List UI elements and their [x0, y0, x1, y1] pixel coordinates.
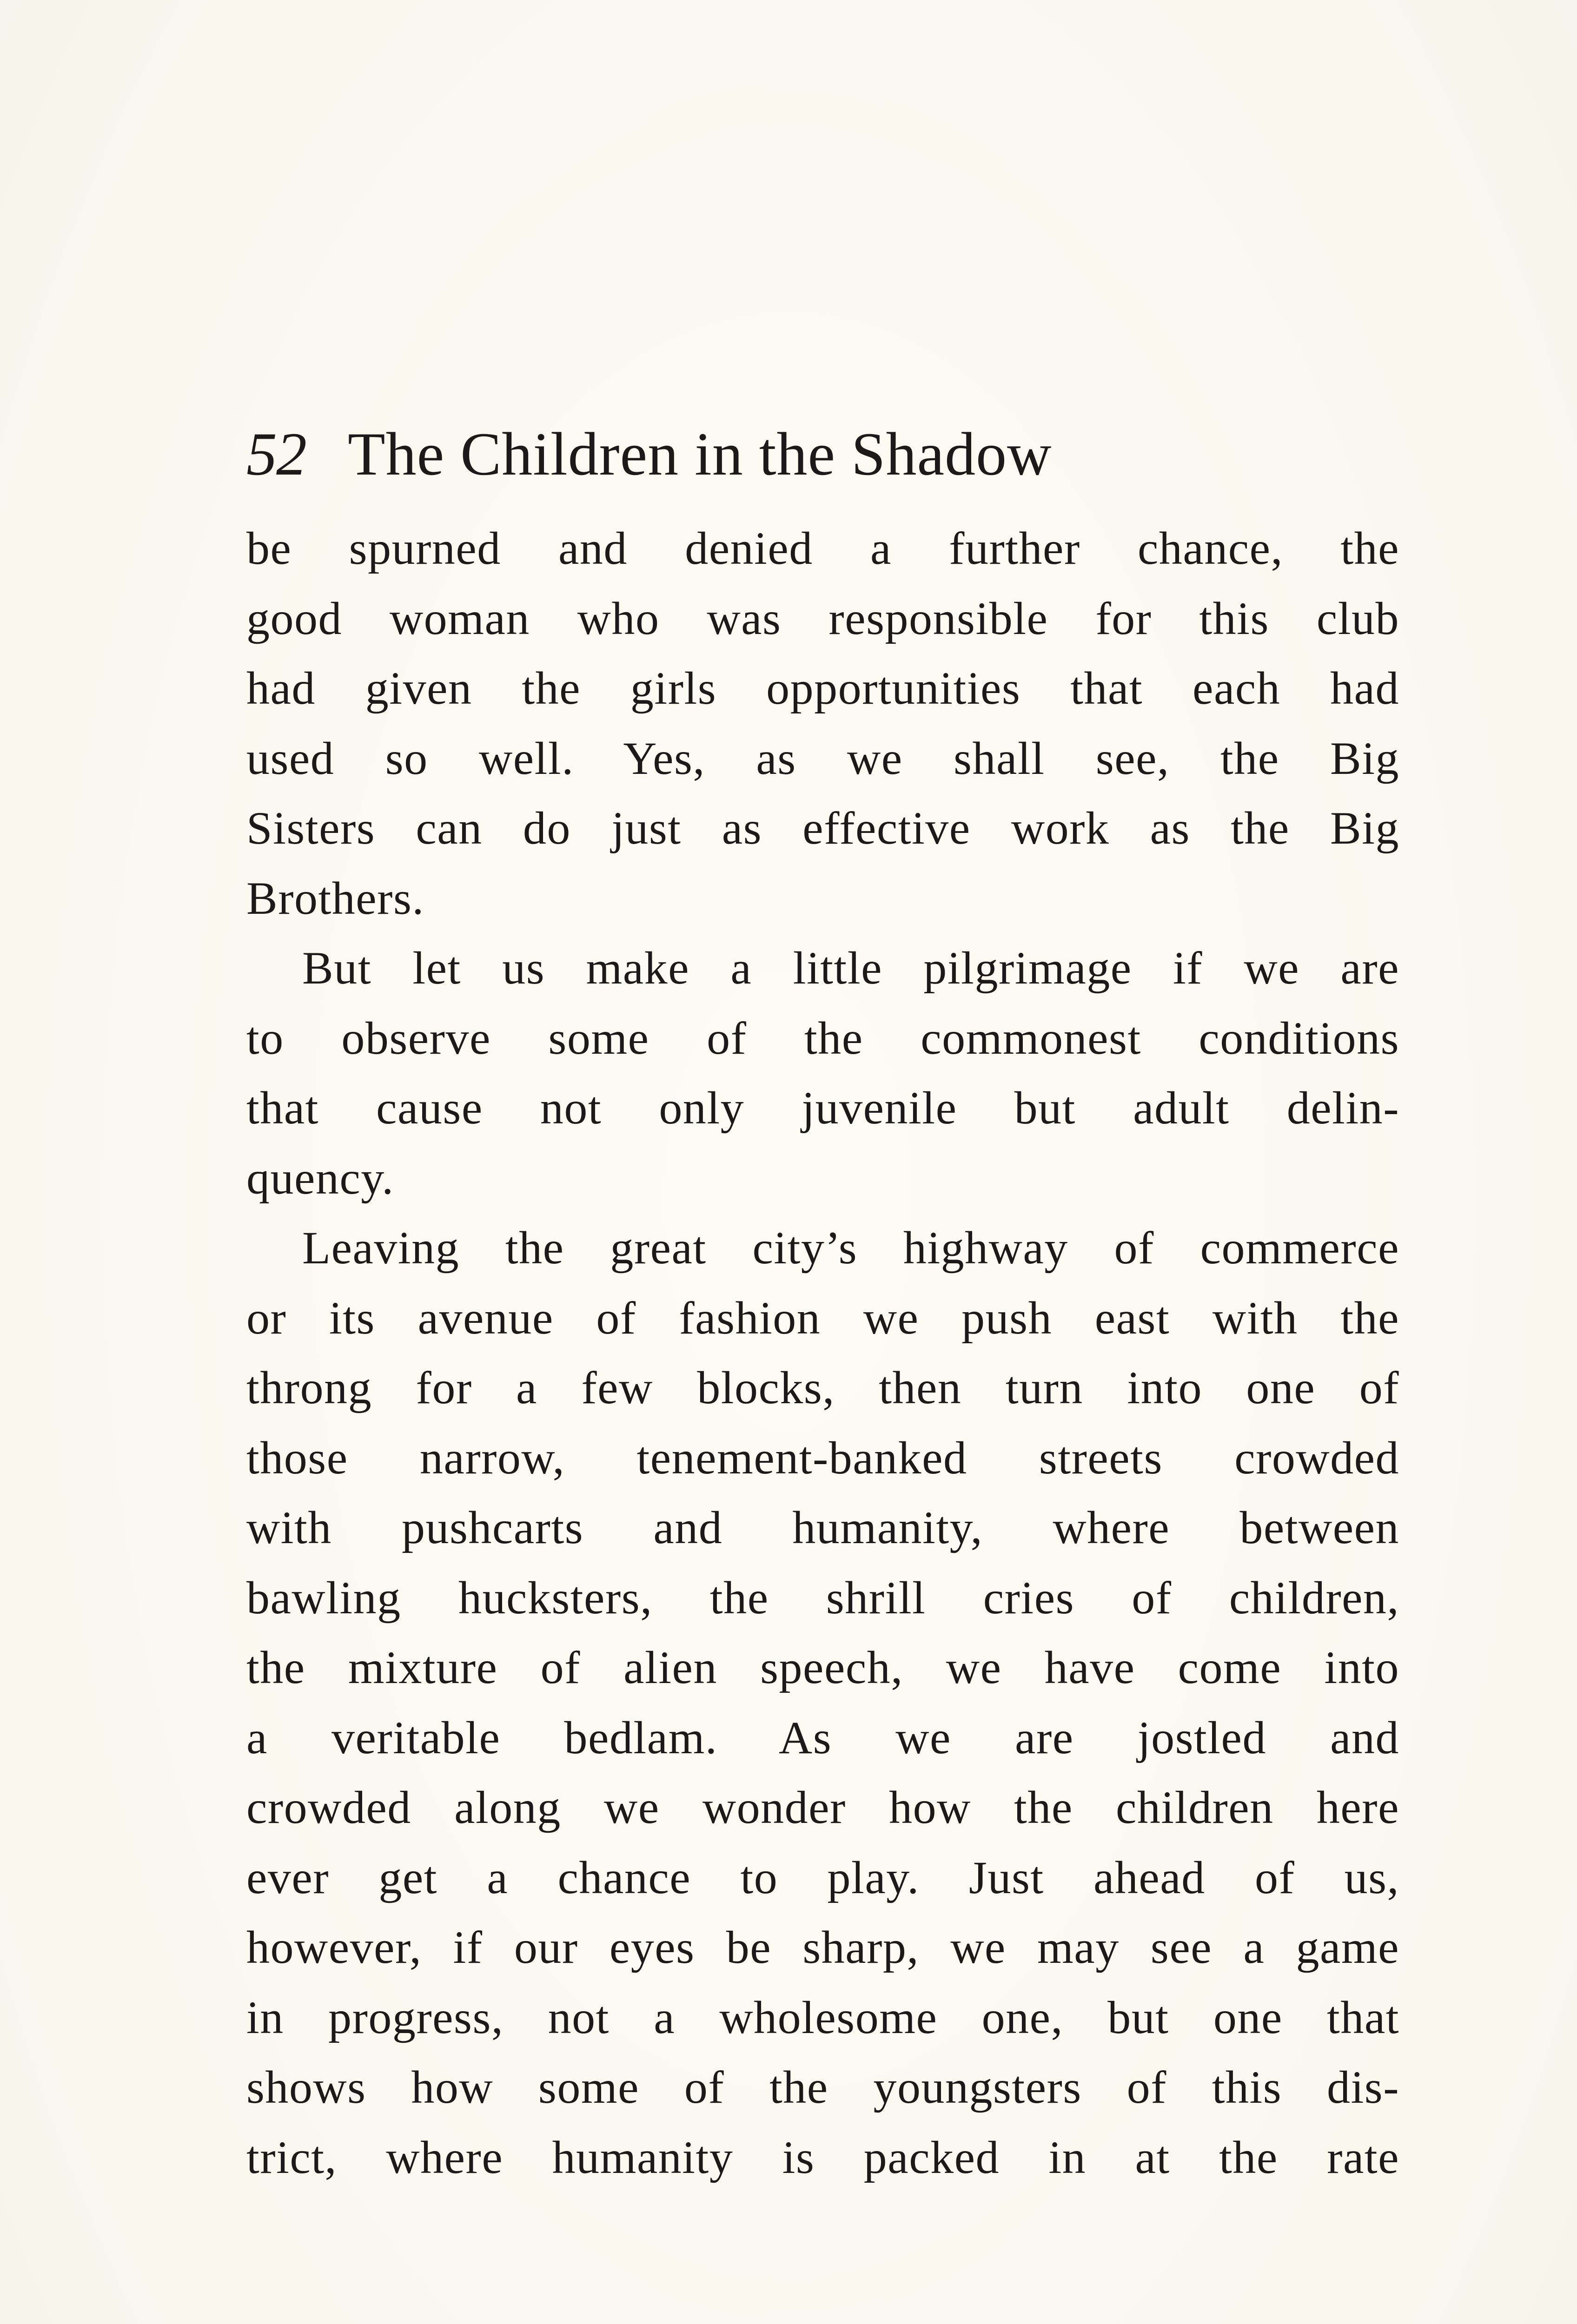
text-line: had given the girls opportunities that each had — [246, 662, 1399, 714]
body-text — [246, 514, 1399, 2192]
text-line: Leaving the great city’s highway of commerce — [302, 1222, 1399, 1274]
page-number: 52 — [246, 420, 306, 488]
text-line: the mixture of alien speech, we have come into — [246, 1642, 1399, 1693]
text-line: used so well. Yes, as we shall see, the Big — [246, 732, 1399, 784]
text-line: bawling hucksters, the shrill cries of children, — [246, 1571, 1399, 1624]
text-line: Sisters can do just as effective work as the Big — [246, 802, 1399, 854]
text-line: be spurned and denied a further chance, the — [246, 522, 1399, 574]
text-line: to observe some of the commonest conditions — [246, 1012, 1399, 1064]
text-line: crowded along we wonder how the children here — [246, 1782, 1399, 1833]
text-line: however, if our eyes be sharp, we may see a game — [246, 1921, 1399, 1973]
text-line: But let us make a little pilgrimage if we are — [302, 942, 1399, 994]
text-line: Brothers. — [246, 872, 424, 924]
text-line: a veritable bedlam. As we are jostled and — [246, 1711, 1399, 1763]
text-line: shows how some of the youngsters of this dis- — [246, 2061, 1399, 2113]
text-line: that cause not only juvenile but adult delin- — [246, 1082, 1399, 1134]
text-line: in progress, not a wholesome one, but one that — [246, 1991, 1399, 2043]
text-line: trict, where humanity is packed in at the rate — [246, 2131, 1399, 2183]
text-line: those narrow, tenement-banked streets crowded — [246, 1432, 1399, 1484]
text-line: throng for a few blocks, then turn into one of — [246, 1362, 1399, 1413]
text-line: with pushcarts and humanity, where between — [246, 1502, 1399, 1553]
running-head — [246, 418, 1223, 493]
book-title: The Children in the Shadow — [348, 420, 1052, 488]
text-line: good woman who was responsible for this club — [246, 592, 1399, 644]
text-line: or its avenue of fashion we push east with the — [246, 1292, 1399, 1344]
text-line: quency. — [246, 1152, 394, 1204]
text-line: ever get a chance to play. Just ahead of us, — [246, 1851, 1399, 1903]
